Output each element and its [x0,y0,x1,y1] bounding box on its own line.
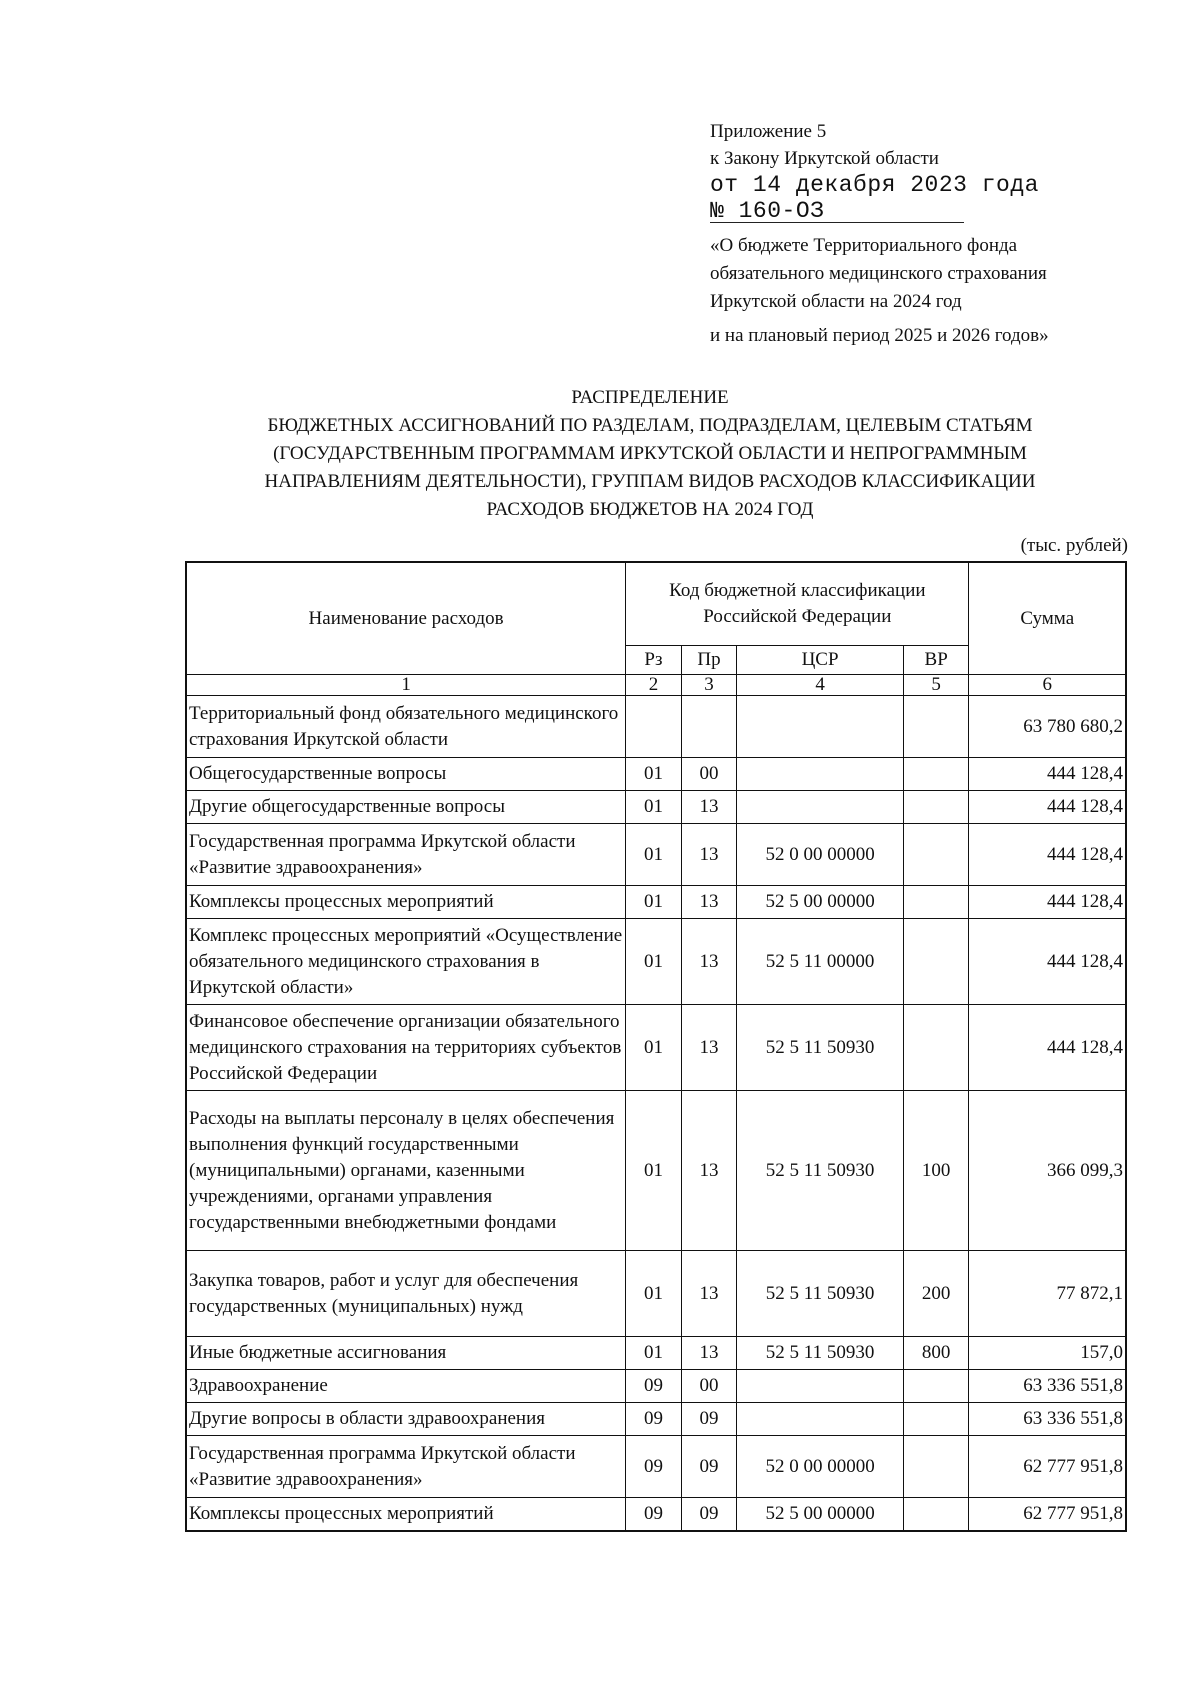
law-name [710,232,1049,350]
header-pr: Пр [681,646,737,675]
header-csr: ЦСР [737,646,904,675]
row-csr: 52 5 00 00000 [737,1498,904,1532]
row-sum: 63 336 551,8 [969,1370,1126,1403]
row-pr: 00 [681,1370,737,1403]
row-name: Комплексы процессных мероприятий [186,886,626,919]
row-vr [903,1498,969,1532]
row-rz: 01 [626,919,682,1005]
header-code: Код бюджетной классификации Российской Федерации [626,562,969,646]
row-vr [903,1370,969,1403]
row-sum: 77 872,1 [969,1251,1126,1337]
row-name: Комплекс процессных мероприятий «Осуществление обязательного медицинского страхования в Иркутской области» [186,919,626,1005]
appendix-number: Приложение 5 [710,121,827,142]
table-row [186,1370,1126,1403]
row-rz: 09 [626,1498,682,1532]
row-vr [903,1436,969,1498]
row-name: Государственная программа Иркутской области «Развитие здравоохранения» [186,1436,626,1498]
row-name: Другие общегосударственные вопросы [186,791,626,824]
column-number: 2 [626,675,682,696]
table-row [186,791,1126,824]
row-vr [903,791,969,824]
table-row [186,1436,1126,1498]
row-pr: 00 [681,758,737,791]
row-csr: 52 5 00 00000 [737,886,904,919]
row-rz: 01 [626,1251,682,1337]
title-line: РАСХОДОВ БЮДЖЕТОВ НА 2024 ГОД [486,499,814,520]
appendix-law-ref: к Закону Иркутской области [710,148,939,169]
row-csr: 52 5 11 50930 [737,1251,904,1337]
table-row [186,696,1126,758]
row-vr [903,919,969,1005]
row-csr: 52 5 11 50930 [737,1091,904,1251]
row-sum: 444 128,4 [969,824,1126,886]
title-line: БЮДЖЕТНЫХ АССИГНОВАНИЙ ПО РАЗДЕЛАМ, ПОДРАЗДЕЛАМ, ЦЕЛЕВЫМ СТАТЬЯМ [267,415,1033,436]
column-number: 4 [737,675,904,696]
row-pr: 13 [681,1091,737,1251]
row-name: Иные бюджетные ассигнования [186,1337,626,1370]
row-rz: 01 [626,758,682,791]
table-row [186,1005,1126,1091]
row-csr: 52 5 11 00000 [737,919,904,1005]
row-csr [737,1370,904,1403]
law-number: № 160-ОЗ [710,200,964,223]
row-rz: 01 [626,1091,682,1251]
row-name: Здравоохранение [186,1370,626,1403]
row-name: Расходы на выплаты персоналу в целях обеспечения выполнения функций государственными (муниципальными) органами, казенными учреждениями, органами управления государственными внебюджетными фондами [186,1091,626,1251]
law-name-line: Иркутской области на 2024 год [710,291,962,312]
table-row [186,919,1126,1005]
law-name-line: «О бюджете Территориального фонда [710,235,1018,256]
row-vr: 100 [903,1091,969,1251]
row-rz: 09 [626,1403,682,1436]
row-csr [737,1403,904,1436]
row-pr: 09 [681,1498,737,1532]
row-csr: 52 5 11 50930 [737,1337,904,1370]
header-name: Наименование расходов [186,562,626,675]
row-name: Другие вопросы в области здравоохранения [186,1403,626,1436]
row-pr: 13 [681,919,737,1005]
row-pr: 13 [681,791,737,824]
row-pr: 13 [681,1005,737,1091]
row-vr: 800 [903,1337,969,1370]
row-pr: 09 [681,1403,737,1436]
table-row [186,1251,1126,1337]
table-row [186,824,1126,886]
row-csr [737,758,904,791]
header-sum: Сумма [969,562,1126,675]
row-csr: 52 0 00 00000 [737,824,904,886]
table-row [186,1403,1126,1436]
row-name: Территориальный фонд обязательного медицинского страхования Иркутской области [186,696,626,758]
row-sum: 444 128,4 [969,886,1126,919]
title-line: (ГОСУДАРСТВЕННЫМ ПРОГРАММАМ ИРКУТСКОЙ ОБЛАСТИ И НЕПРОГРАММНЫМ [273,443,1027,464]
row-rz: 09 [626,1370,682,1403]
row-name: Закупка товаров, работ и услуг для обеспечения государственных (муниципальных) нужд [186,1251,626,1337]
row-sum: 62 777 951,8 [969,1436,1126,1498]
row-rz: 01 [626,886,682,919]
row-vr [903,1005,969,1091]
row-vr [903,886,969,919]
row-sum: 157,0 [969,1337,1126,1370]
table-row [186,758,1126,791]
row-sum: 63 780 680,2 [969,696,1126,758]
row-sum: 444 128,4 [969,791,1126,824]
row-rz: 01 [626,1005,682,1091]
row-pr [681,696,737,758]
row-csr: 52 0 00 00000 [737,1436,904,1498]
row-sum: 444 128,4 [969,919,1126,1005]
table-row [186,1498,1126,1532]
units-label: (тыс. рублей) [1020,535,1128,556]
row-rz: 09 [626,1436,682,1498]
row-vr [903,696,969,758]
title-line: НАПРАВЛЕНИЯМ ДЕЯТЕЛЬНОСТИ), ГРУППАМ ВИДОВ РАСХОДОВ КЛАССИФИКАЦИИ [264,471,1036,492]
row-sum: 366 099,3 [969,1091,1126,1251]
row-pr: 13 [681,1337,737,1370]
budget-table [185,561,1127,1532]
row-sum: 444 128,4 [969,1005,1126,1091]
row-pr: 09 [681,1436,737,1498]
column-number: 1 [186,675,626,696]
law-date: от 14 декабря 2023 года [710,172,1039,198]
title-line: РАСПРЕДЕЛЕНИЕ [571,387,729,408]
document-title [160,384,1140,524]
header-rz: Рз [626,646,682,675]
row-sum: 444 128,4 [969,758,1126,791]
row-name: Финансовое обеспечение организации обязательного медицинского страхования на территориях субъектов Российской Федерации [186,1005,626,1091]
row-sum: 62 777 951,8 [969,1498,1126,1532]
row-name: Комплексы процессных мероприятий [186,1498,626,1532]
table-row [186,886,1126,919]
row-vr: 200 [903,1251,969,1337]
row-rz: 01 [626,824,682,886]
row-vr [903,824,969,886]
column-number: 5 [903,675,969,696]
row-vr [903,758,969,791]
table-row [186,1337,1126,1370]
column-number: 6 [969,675,1126,696]
row-sum: 63 336 551,8 [969,1403,1126,1436]
row-csr [737,696,904,758]
appendix-block [710,118,1049,350]
row-name: Государственная программа Иркутской области «Развитие здравоохранения» [186,824,626,886]
row-csr [737,791,904,824]
row-name: Общегосударственные вопросы [186,758,626,791]
header-vr: ВР [903,646,969,675]
row-vr [903,1403,969,1436]
row-rz: 01 [626,791,682,824]
row-pr: 13 [681,1251,737,1337]
row-rz [626,696,682,758]
row-pr: 13 [681,824,737,886]
table-row [186,1091,1126,1251]
row-rz: 01 [626,1337,682,1370]
row-pr: 13 [681,886,737,919]
law-name-line: обязательного медицинского страхования [710,263,1047,284]
column-number: 3 [681,675,737,696]
law-name-line: и на плановый период 2025 и 2026 годов» [710,325,1049,346]
row-csr: 52 5 11 50930 [737,1005,904,1091]
